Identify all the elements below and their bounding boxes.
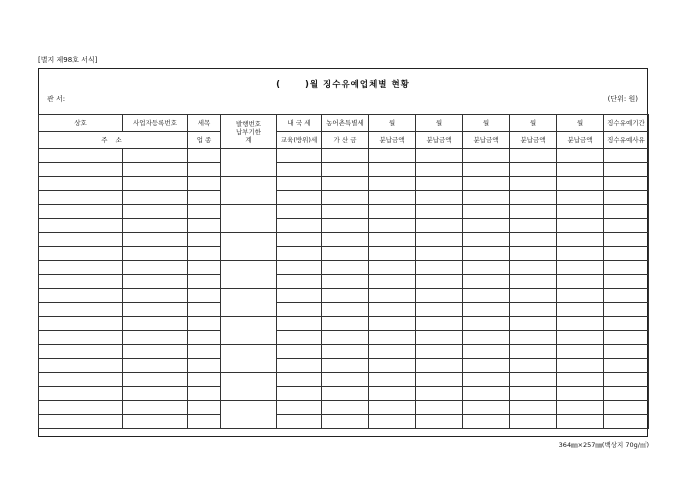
table-row — [39, 275, 649, 289]
education-tax-header: 교육(방위)세 — [277, 132, 322, 149]
table-cell[interactable] — [604, 261, 649, 275]
table-cell[interactable] — [557, 331, 604, 345]
table-row — [39, 345, 649, 359]
table-cell[interactable] — [510, 317, 557, 331]
table-cell[interactable] — [369, 261, 416, 275]
table-row — [39, 163, 649, 177]
table-cell[interactable] — [369, 303, 416, 317]
table-cell[interactable] — [416, 191, 463, 205]
table-cell[interactable] — [416, 275, 463, 289]
table-cell[interactable] — [369, 289, 416, 303]
table-cell[interactable] — [463, 303, 510, 317]
table-cell[interactable] — [369, 359, 416, 373]
table-cell[interactable] — [510, 149, 557, 163]
table-cell[interactable] — [604, 303, 649, 317]
table-cell[interactable] — [416, 163, 463, 177]
table-cell[interactable] — [277, 401, 322, 415]
table-cell[interactable] — [188, 415, 221, 429]
paper-spec-note: 364㎜×257㎜(백상지 70g/㎡) — [558, 441, 649, 449]
table-cell[interactable] — [277, 415, 322, 429]
table-cell[interactable] — [277, 317, 322, 331]
business-type-header: 업 종 — [188, 132, 221, 149]
table-cell[interactable] — [416, 205, 463, 219]
table-cell[interactable] — [188, 401, 221, 415]
title-prefix: ( — [276, 80, 281, 90]
table-cell[interactable] — [369, 233, 416, 247]
table-cell[interactable] — [510, 303, 557, 317]
table-cell[interactable] — [604, 415, 649, 429]
table-cell[interactable] — [188, 331, 221, 345]
table-cell[interactable] — [188, 359, 221, 373]
table-cell[interactable] — [604, 149, 649, 163]
table-cell[interactable] — [604, 233, 649, 247]
table-cell[interactable] — [463, 275, 510, 289]
table-cell[interactable] — [39, 303, 123, 317]
table-cell[interactable] — [188, 317, 221, 331]
table-cell[interactable] — [39, 191, 123, 205]
table-cell[interactable] — [416, 345, 463, 359]
table-cell[interactable] — [416, 149, 463, 163]
table-cell[interactable] — [557, 415, 604, 429]
table-row — [39, 219, 649, 233]
table-cell[interactable] — [510, 289, 557, 303]
table-cell[interactable] — [39, 373, 123, 387]
table-cell[interactable] — [416, 387, 463, 401]
month-header-1: 월 — [369, 115, 416, 132]
table-cell[interactable] — [369, 163, 416, 177]
table-cell[interactable] — [510, 331, 557, 345]
table-cell[interactable] — [604, 317, 649, 331]
table-cell[interactable] — [604, 247, 649, 261]
issue-no-line-1: 발행번호 — [235, 119, 262, 128]
table-cell[interactable] — [510, 205, 557, 219]
table-cell[interactable] — [604, 331, 649, 345]
table-cell[interactable] — [188, 163, 221, 177]
table-cell[interactable] — [39, 415, 123, 429]
deferral-table — [38, 114, 649, 429]
table-cell[interactable] — [39, 289, 123, 303]
table-cell[interactable] — [39, 331, 123, 345]
table-cell[interactable] — [39, 247, 123, 261]
table-cell[interactable] — [123, 331, 188, 345]
table-cell[interactable] — [604, 219, 649, 233]
table-cell[interactable] — [369, 331, 416, 345]
form-number: [별지 제98호 서식] — [38, 56, 98, 64]
table-cell[interactable] — [322, 359, 369, 373]
installment-header-5: 분납금액 — [557, 132, 604, 149]
table-row — [39, 289, 649, 303]
table-cell[interactable] — [463, 289, 510, 303]
table-cell[interactable] — [123, 359, 188, 373]
table-cell[interactable] — [557, 289, 604, 303]
table-cell[interactable] — [277, 149, 322, 163]
table-cell[interactable] — [123, 401, 188, 415]
table-cell[interactable] — [557, 261, 604, 275]
table-cell[interactable] — [123, 261, 188, 275]
table-cell[interactable] — [510, 387, 557, 401]
table-cell[interactable] — [39, 219, 123, 233]
table-cell[interactable] — [322, 331, 369, 345]
table-row — [39, 247, 649, 261]
table-cell[interactable] — [604, 205, 649, 219]
rural-tax-header: 농어촌특별세 — [322, 115, 369, 132]
table-cell[interactable] — [123, 219, 188, 233]
table-cell[interactable] — [277, 247, 322, 261]
table-cell[interactable] — [277, 177, 322, 191]
table-row — [39, 331, 649, 345]
table-cell[interactable] — [221, 401, 277, 429]
table-cell[interactable] — [221, 233, 277, 261]
table-cell[interactable] — [322, 415, 369, 429]
table-cell[interactable] — [322, 191, 369, 205]
table-row — [39, 415, 649, 429]
table-cell[interactable] — [277, 191, 322, 205]
table-row — [39, 373, 649, 387]
table-cell[interactable] — [322, 275, 369, 289]
installment-header-3: 분납금액 — [463, 132, 510, 149]
table-cell[interactable] — [510, 219, 557, 233]
table-cell[interactable] — [188, 205, 221, 219]
table-cell[interactable] — [604, 163, 649, 177]
table-cell[interactable] — [188, 345, 221, 359]
table-cell[interactable] — [277, 345, 322, 359]
table-cell[interactable] — [123, 303, 188, 317]
table-cell[interactable] — [277, 275, 322, 289]
table-cell[interactable] — [416, 317, 463, 331]
table-cell[interactable] — [369, 401, 416, 415]
table-cell[interactable] — [510, 359, 557, 373]
table-cell[interactable] — [277, 163, 322, 177]
table-cell[interactable] — [557, 191, 604, 205]
table-cell[interactable] — [510, 177, 557, 191]
table-cell[interactable] — [604, 345, 649, 359]
table-cell[interactable] — [188, 275, 221, 289]
table-cell[interactable] — [604, 373, 649, 387]
table-cell[interactable] — [322, 303, 369, 317]
table-cell[interactable] — [463, 163, 510, 177]
table-cell[interactable] — [557, 163, 604, 177]
installment-header-4: 분납금액 — [510, 132, 557, 149]
month-header-4: 월 — [510, 115, 557, 132]
table-cell[interactable] — [604, 275, 649, 289]
table-cell[interactable] — [277, 373, 322, 387]
table-cell[interactable] — [510, 275, 557, 289]
month-header-3: 월 — [463, 115, 510, 132]
table-cell[interactable] — [510, 191, 557, 205]
table-cell[interactable] — [463, 177, 510, 191]
table-cell[interactable] — [369, 345, 416, 359]
table-cell[interactable] — [463, 401, 510, 415]
table-cell[interactable] — [123, 415, 188, 429]
table-cell[interactable] — [39, 261, 123, 275]
table-row — [39, 303, 649, 317]
table-row — [39, 149, 649, 163]
month-header-5: 월 — [557, 115, 604, 132]
table-cell[interactable] — [221, 261, 277, 289]
table-cell[interactable] — [369, 191, 416, 205]
table-cell[interactable] — [557, 373, 604, 387]
table-cell[interactable] — [463, 331, 510, 345]
table-cell[interactable] — [604, 289, 649, 303]
table-cell[interactable] — [123, 149, 188, 163]
table-cell[interactable] — [510, 415, 557, 429]
table-cell[interactable] — [557, 149, 604, 163]
table-cell[interactable] — [416, 401, 463, 415]
table-cell[interactable] — [557, 303, 604, 317]
table-cell[interactable] — [39, 177, 123, 191]
table-cell[interactable] — [557, 177, 604, 191]
unit-label: (단위: 원) — [607, 95, 638, 103]
table-cell[interactable] — [463, 359, 510, 373]
table-cell[interactable] — [188, 387, 221, 401]
address-header: 주 소 — [39, 132, 188, 149]
table-cell[interactable] — [604, 401, 649, 415]
form-title — [39, 78, 647, 90]
table-cell[interactable] — [221, 373, 277, 401]
table-cell[interactable] — [322, 261, 369, 275]
table-cell[interactable] — [604, 359, 649, 373]
installment-header-1: 분납금액 — [369, 132, 416, 149]
table-cell[interactable] — [188, 149, 221, 163]
table-row — [39, 387, 649, 401]
table-cell[interactable] — [369, 247, 416, 261]
table-cell[interactable] — [463, 219, 510, 233]
table-cell[interactable] — [188, 303, 221, 317]
tax-item-header: 세목 — [188, 115, 221, 132]
table-cell[interactable] — [277, 303, 322, 317]
table-cell[interactable] — [510, 261, 557, 275]
table-cell[interactable] — [322, 205, 369, 219]
table-cell[interactable] — [123, 289, 188, 303]
table-cell[interactable] — [221, 317, 277, 345]
table-cell[interactable] — [123, 373, 188, 387]
table-cell[interactable] — [123, 163, 188, 177]
table-row — [39, 177, 649, 191]
table-cell[interactable] — [277, 289, 322, 303]
table-cell[interactable] — [557, 345, 604, 359]
table-cell[interactable] — [322, 401, 369, 415]
table-cell[interactable] — [39, 149, 123, 163]
table-cell[interactable] — [416, 261, 463, 275]
table-cell[interactable] — [221, 177, 277, 205]
surcharge-header: 가 산 금 — [322, 132, 369, 149]
table-cell[interactable] — [416, 331, 463, 345]
table-cell[interactable] — [557, 247, 604, 261]
table-cell[interactable] — [123, 205, 188, 219]
table-cell[interactable] — [39, 387, 123, 401]
table-row — [39, 401, 649, 415]
table-cell[interactable] — [369, 177, 416, 191]
table-cell[interactable] — [277, 233, 322, 247]
table-cell[interactable] — [322, 247, 369, 261]
form-frame — [38, 68, 648, 437]
table-cell[interactable] — [604, 191, 649, 205]
table-cell[interactable] — [188, 261, 221, 275]
table-cell[interactable] — [322, 345, 369, 359]
table-cell[interactable] — [322, 317, 369, 331]
issue-no-line-3: 계 — [245, 135, 252, 144]
table-cell[interactable] — [416, 247, 463, 261]
table-cell[interactable] — [221, 289, 277, 317]
table-cell[interactable] — [604, 387, 649, 401]
table-cell[interactable] — [463, 191, 510, 205]
table-row — [39, 359, 649, 373]
table-cell[interactable] — [322, 289, 369, 303]
table-row — [39, 317, 649, 331]
installment-header-2: 분납금액 — [416, 132, 463, 149]
table-cell[interactable] — [123, 275, 188, 289]
table-row — [39, 261, 649, 275]
table-cell[interactable] — [557, 205, 604, 219]
table-cell[interactable] — [510, 247, 557, 261]
table-cell[interactable] — [39, 275, 123, 289]
table-cell[interactable] — [277, 219, 322, 233]
table-cell[interactable] — [123, 233, 188, 247]
table-cell[interactable] — [322, 177, 369, 191]
table-cell[interactable] — [369, 317, 416, 331]
table-cell[interactable] — [463, 247, 510, 261]
table-cell[interactable] — [463, 261, 510, 275]
table-cell[interactable] — [463, 345, 510, 359]
table-cell[interactable] — [463, 149, 510, 163]
table-cell[interactable] — [188, 373, 221, 387]
table-cell[interactable] — [557, 219, 604, 233]
table-cell[interactable] — [369, 275, 416, 289]
table-cell[interactable] — [510, 233, 557, 247]
issue-no-header — [221, 115, 277, 149]
table-cell[interactable] — [39, 317, 123, 331]
table-cell[interactable] — [416, 359, 463, 373]
table-cell[interactable] — [123, 317, 188, 331]
table-cell[interactable] — [463, 233, 510, 247]
table-cell[interactable] — [277, 387, 322, 401]
table-cell[interactable] — [463, 205, 510, 219]
table-row — [39, 205, 649, 219]
table-cell[interactable] — [510, 373, 557, 387]
table-cell[interactable] — [416, 303, 463, 317]
table-cell[interactable] — [39, 401, 123, 415]
company-header: 상호 — [39, 115, 123, 132]
issue-no-line-2: 납부기한 — [235, 127, 262, 136]
table-cell[interactable] — [369, 415, 416, 429]
table-cell[interactable] — [123, 247, 188, 261]
table-cell[interactable] — [557, 275, 604, 289]
table-cell[interactable] — [557, 401, 604, 415]
table-cell[interactable] — [123, 191, 188, 205]
table-cell[interactable] — [39, 205, 123, 219]
table-cell[interactable] — [188, 289, 221, 303]
header-row-1 — [39, 115, 649, 132]
table-cell[interactable] — [369, 205, 416, 219]
table-row — [39, 233, 649, 247]
biz-no-header: 사업자등록번호 — [123, 115, 188, 132]
table-cell[interactable] — [322, 373, 369, 387]
table-cell[interactable] — [369, 219, 416, 233]
table-cell[interactable] — [510, 163, 557, 177]
domestic-tax-header: 내 국 세 — [277, 115, 322, 132]
table-cell[interactable] — [510, 345, 557, 359]
table-cell[interactable] — [322, 219, 369, 233]
table-cell[interactable] — [416, 415, 463, 429]
table-cell[interactable] — [557, 317, 604, 331]
table-cell[interactable] — [369, 373, 416, 387]
table-cell[interactable] — [369, 149, 416, 163]
table-cell[interactable] — [123, 345, 188, 359]
deferral-period-header: 징수유예기간 — [604, 115, 649, 132]
table-cell[interactable] — [557, 387, 604, 401]
table-cell[interactable] — [123, 387, 188, 401]
table-cell[interactable] — [416, 177, 463, 191]
table-cell[interactable] — [557, 233, 604, 247]
table-cell[interactable] — [277, 359, 322, 373]
table-cell[interactable] — [369, 387, 416, 401]
office-label: 관 서: — [47, 95, 66, 103]
table-cell[interactable] — [463, 387, 510, 401]
table-cell[interactable] — [416, 373, 463, 387]
table-cell[interactable] — [322, 163, 369, 177]
table-cell[interactable] — [123, 177, 188, 191]
table-row — [39, 191, 649, 205]
table-cell[interactable] — [277, 331, 322, 345]
table-cell[interactable] — [39, 345, 123, 359]
table-cell[interactable] — [277, 205, 322, 219]
table-cell[interactable] — [39, 233, 123, 247]
table-cell[interactable] — [188, 177, 221, 191]
table-cell[interactable] — [463, 415, 510, 429]
table-cell[interactable] — [188, 191, 221, 205]
table-cell[interactable] — [39, 163, 123, 177]
table-cell[interactable] — [39, 359, 123, 373]
table-cell[interactable] — [322, 387, 369, 401]
table-cell[interactable] — [416, 289, 463, 303]
table-cell[interactable] — [463, 373, 510, 387]
table-cell[interactable] — [221, 345, 277, 373]
table-cell[interactable] — [322, 149, 369, 163]
table-cell[interactable] — [604, 177, 649, 191]
table-cell[interactable] — [188, 233, 221, 247]
table-cell[interactable] — [221, 149, 277, 177]
table-cell[interactable] — [188, 219, 221, 233]
month-header-2: 월 — [416, 115, 463, 132]
header-row-2 — [39, 132, 649, 149]
table-cell[interactable] — [221, 205, 277, 233]
table-cell[interactable] — [416, 219, 463, 233]
table-cell[interactable] — [510, 401, 557, 415]
deferral-reason-header: 징수유예사유 — [604, 132, 649, 149]
title-text: )월 징수유예업체별 현황 — [304, 80, 410, 90]
table-cell[interactable] — [277, 261, 322, 275]
table-cell[interactable] — [322, 233, 369, 247]
table-cell[interactable] — [463, 317, 510, 331]
table-cell[interactable] — [416, 233, 463, 247]
table-cell[interactable] — [557, 359, 604, 373]
table-cell[interactable] — [188, 247, 221, 261]
